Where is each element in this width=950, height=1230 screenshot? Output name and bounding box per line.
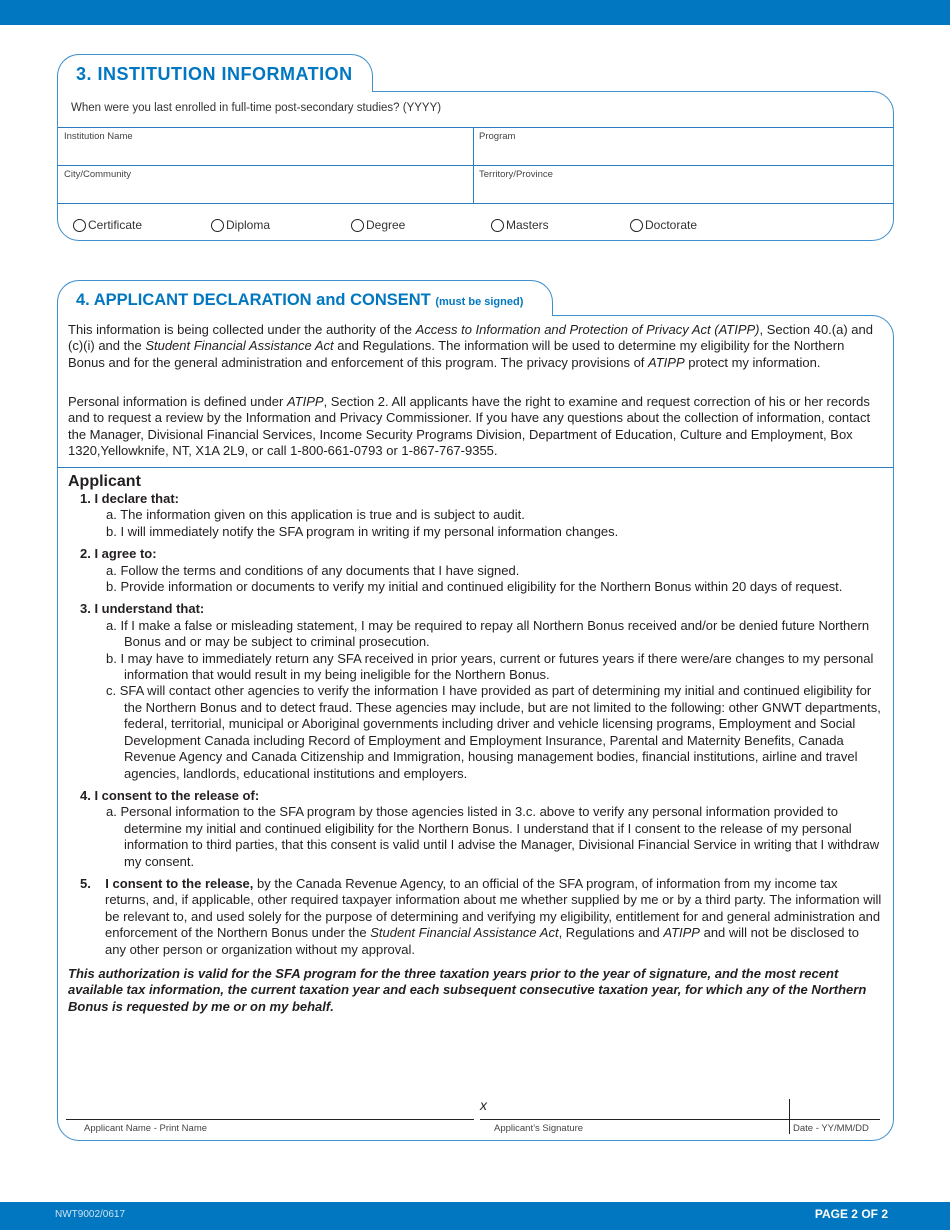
signature-x: x xyxy=(480,1097,487,1113)
t: , Section 2. All applicants have the right to examine and request correction of his or her records and to request a review by the Information and Privacy Commissioner. If you have any questions about the collection of information, contact the Manager, Divisional Financial Services, Income Security Programs Division, Department of Education, Culture and Employment, Box 1320,Yellowknife, NT, X1A 2L9, or call 1-800-661-0793 or 1-867-767-9355. xyxy=(68,394,871,459)
radio-icon[interactable] xyxy=(73,219,86,232)
t: protect my information. xyxy=(684,354,821,370)
form-code: NWT9002/0617 xyxy=(55,1209,126,1220)
t: 5. xyxy=(80,875,91,891)
declare-item xyxy=(68,491,883,540)
section-title-text: 4. APPLICANT DECLARATION and CONSENT xyxy=(76,291,431,309)
t: Student Financial Assistance Act xyxy=(145,338,334,354)
signature-block xyxy=(66,1099,879,1137)
applicant-name-field[interactable] xyxy=(66,1119,474,1120)
item-text: a. Follow the terms and conditions of any documents that I have signed. xyxy=(106,562,520,578)
consent-release-item xyxy=(68,788,883,870)
territory-field[interactable]: Territory/Province xyxy=(479,169,553,180)
applicant-section xyxy=(68,473,883,1015)
divider xyxy=(473,166,474,204)
declaration-box xyxy=(57,315,894,1141)
item-text: b. I will immediately notify the SFA program in writing if my personal information changes. xyxy=(106,523,619,539)
item-heading: 3. I understand that: xyxy=(80,601,205,617)
understand-item xyxy=(68,601,883,781)
option-masters[interactable] xyxy=(491,218,549,232)
t: , Section 40.(a) and (c)(i) and the xyxy=(68,322,873,354)
signature-label: Applicant’s Signature xyxy=(494,1123,584,1134)
t: ATIPP xyxy=(663,925,700,941)
option-label: Degree xyxy=(366,218,406,232)
item-text: c. SFA will contact other agencies to verify the information I have provided as part of determining my initial and continued eligibility for the Northern Bonus and to detect fraud. These agencies may include, but are not limited to the following: other GNWT departments, federal, territorial, municipal or Aboriginal governments including driver and vehicle licensing programs, Employment and Social Development Canada including Record of Employment and Employment Insurance, Parental and Maternity Benefits, Canada Revenue Agency and Canada Citizenship and Immigration, housing management bodies, financial institutions, airline and travel agencies, landlords, educational institutions and employers. xyxy=(106,683,881,781)
t: , Regulations and xyxy=(558,925,664,941)
cra-consent-item xyxy=(68,876,883,958)
section-4-title xyxy=(57,280,553,316)
t: and will not be disclosed to any other person or organization without my approval. xyxy=(105,925,859,957)
signature-field[interactable] xyxy=(480,1119,789,1120)
last-enrolled-question[interactable]: When were you last enrolled in full-time post-secondary studies? (YYYY) xyxy=(71,102,442,114)
t: ATIPP xyxy=(286,394,324,409)
item-text: a. Personal information to the SFA program by those agencies listed in 3.c. above to verify any personal information provided to determine my initial and continued eligibility for the Northern Bonus. I understand that if I consent to the release of my personal information to third parties, that this consent is valid until I advise the Manager, Divisional Financial Service in writing that I withdraw my consent. xyxy=(106,804,880,869)
t: This information is being collected under the authority of the xyxy=(68,322,416,337)
institution-program-row xyxy=(58,127,893,165)
personal-info-paragraph xyxy=(68,394,883,460)
divider xyxy=(58,467,893,468)
option-certificate[interactable] xyxy=(73,218,142,232)
footer-banner xyxy=(0,1202,950,1230)
radio-icon[interactable] xyxy=(351,219,364,232)
privacy-paragraph xyxy=(68,322,883,371)
divider xyxy=(789,1099,790,1134)
divider xyxy=(473,128,474,166)
item-heading: 4. I consent to the release of: xyxy=(80,787,260,803)
radio-icon[interactable] xyxy=(211,219,224,232)
authorization-statement: This authorization is valid for the SFA program for the three taxation years prior to the year of signature, and the most recent available tax information, the current taxation year and each subsequent consecutive taxation year, for which any of the Northern Bonus is requested by me or on my behalf. xyxy=(68,965,867,1014)
t: Access to Information and Protection of Privacy Act (ATIPP) xyxy=(415,322,760,337)
date-field[interactable] xyxy=(789,1119,880,1120)
item-text: a. The information given on this application is true and is subject to audit. xyxy=(106,507,525,523)
institution-info-box xyxy=(57,91,894,241)
radio-icon[interactable] xyxy=(630,219,643,232)
section-3-title: 3. INSTITUTION INFORMATION xyxy=(57,54,373,92)
radio-icon[interactable] xyxy=(491,219,504,232)
must-be-signed-note: (must be signed) xyxy=(435,296,524,308)
item-heading: 1. I declare that: xyxy=(80,491,179,506)
institution-name-field[interactable]: Institution Name xyxy=(64,131,133,142)
date-label: Date - YY/MM/DD xyxy=(793,1123,869,1134)
page-number: PAGE 2 OF 2 xyxy=(814,1207,888,1221)
option-doctorate[interactable] xyxy=(630,218,697,232)
name-label: Applicant Name - Print Name xyxy=(84,1123,208,1134)
t: and Regulations. The information will be used to determine my eligibility for the Northern Bonus and for the general administration and enforcement of this program. The privacy provisions of xyxy=(68,338,845,370)
city-field[interactable]: City/Community xyxy=(64,169,132,180)
divider xyxy=(58,203,893,204)
t: Student Financial Assistance Act xyxy=(370,925,559,941)
item-text: b. Provide information or documents to verify my initial and continued eligibility for the Northern Bonus within 20 days of request. xyxy=(106,579,843,595)
t: I consent to the release, xyxy=(105,875,254,891)
applicant-heading: Applicant xyxy=(68,473,141,490)
agree-item xyxy=(68,546,883,595)
item-text: b. I may have to immediately return any SFA received in prior years, current or futures years if there were/are changes to my personal information that would result in my being ineligible for the Northern Bonus. xyxy=(106,650,874,683)
option-diploma[interactable] xyxy=(211,218,270,232)
t: ATIPP xyxy=(648,354,685,370)
option-label: Certificate xyxy=(88,218,143,232)
city-territory-row xyxy=(58,165,893,203)
option-label: Doctorate xyxy=(645,218,698,232)
option-label: Masters xyxy=(506,218,549,232)
option-label: Diploma xyxy=(226,218,271,232)
t: Personal information is defined under xyxy=(68,394,287,409)
item-text: a. If I make a false or misleading statement, I may be required to repay all Northern Bonus received and/or be denied future Northern Bonus and or may be subject to criminal prosecution. xyxy=(106,617,870,650)
t: by the Canada Revenue Agency, to an official of the SFA program, of information from my income tax returns, and, if applicable, other required taxpayer information about me whether supplied by me or by a third party. The information will be relevant to, and used solely for the purpose of determining and verifying my eligibility, entitlement for and general administration and enforcement of the Northern Bonus under the xyxy=(105,875,882,941)
option-degree[interactable] xyxy=(351,218,405,232)
program-field[interactable]: Program xyxy=(479,131,516,142)
top-banner xyxy=(0,0,950,25)
item-heading: 2. I agree to: xyxy=(80,546,157,562)
